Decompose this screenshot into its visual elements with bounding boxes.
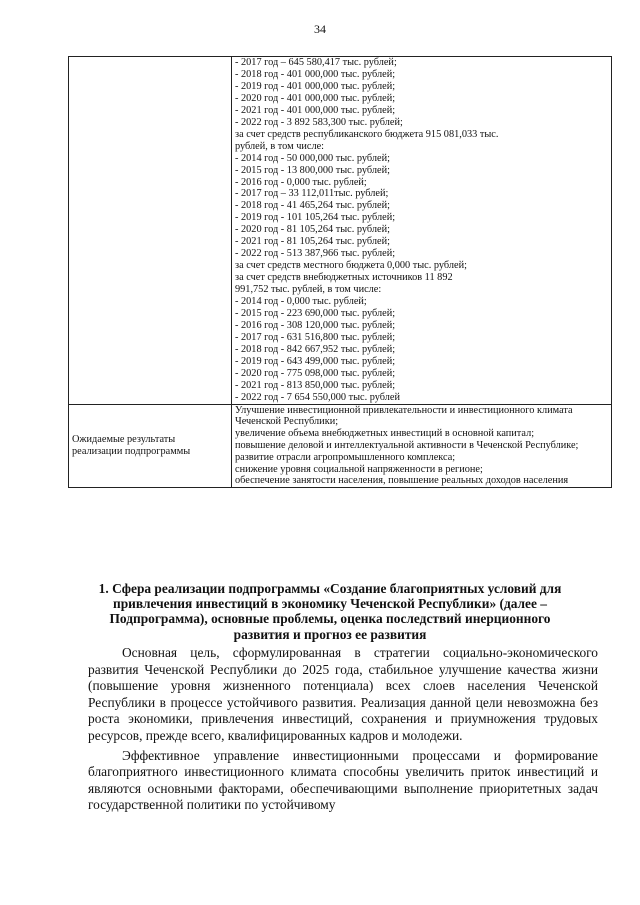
funding-line: рублей, в том числе: bbox=[235, 140, 325, 152]
funding-line: - 2018 год - 842 667,952 тыс. рублей; bbox=[235, 343, 396, 355]
funding-line: 991,752 тыс. рублей, в том числе: bbox=[235, 284, 382, 296]
funding-line: за счет средств республиканского бюджета 915 081,033 тыс. bbox=[235, 128, 499, 140]
subprogram-passport-table bbox=[68, 56, 612, 488]
funding-line: - 2015 год - 13 800,000 тыс. рублей; bbox=[235, 164, 390, 176]
body-paragraph: Основная цель, сформулированная в стратегии социально-экономического развития Чеченской Республики до 2025 года, стабильное улучшение качества жизни (повышение уровня жизненного потенциала) всех слоев населения Чеченской Республики в процессе устойчивого развития. Реализация данной цели невозможна без роста экономики, привлечения инвестиций, сохранения и приумножения трудовых ресурсов, прежде всего, квалифицированных кадров и молодежи. bbox=[88, 645, 598, 743]
funding-line: - 2018 год - 401 000,000 тыс. рублей; bbox=[235, 68, 396, 80]
funding-line: - 2019 год - 401 000,000 тыс. рублей; bbox=[235, 80, 396, 92]
funding-line: - 2020 год - 401 000,000 тыс. рублей; bbox=[235, 92, 396, 104]
funding-line: - 2016 год - 308 120,000 тыс. рублей; bbox=[235, 319, 396, 331]
expected-result-item: развитие отрасли агропромышленного комплекса; bbox=[235, 451, 456, 463]
expected-results-row bbox=[69, 404, 612, 488]
funding-line: - 2017 год - 631 516,800 тыс. рублей; bbox=[235, 331, 396, 343]
funding-row bbox=[69, 57, 612, 405]
funding-line: - 2018 год - 41 465,264 тыс. рублей; bbox=[235, 200, 390, 212]
funding-details-cell bbox=[232, 57, 612, 405]
funding-line: - 2014 год - 50 000,000 тыс. рублей; bbox=[235, 152, 390, 164]
funding-row-left-cell bbox=[69, 57, 232, 405]
expected-result-item: Улучшение инвестиционной привлекательности и инвестиционного климата Чеченской Республики; bbox=[235, 404, 573, 428]
funding-line: - 2021 год - 401 000,000 тыс. рублей; bbox=[235, 104, 396, 116]
section-heading: 1. Сфера реализации подпрограммы «Создание благоприятных условий для привлечения инвестиций в экономику Чеченской Республики» (далее – Подпрограмма), основные проблемы, оценка последствий инерционного развития и прогноз ее развития bbox=[98, 581, 562, 642]
funding-line: - 2017 год – 645 580,417 тыс. рублей; bbox=[235, 57, 397, 68]
funding-line: за счет средств внебюджетных источников 11 892 bbox=[235, 272, 453, 284]
funding-line: - 2020 год - 775 098,000 тыс. рублей; bbox=[235, 367, 396, 379]
expected-result-item: увеличение объема внебюджетных инвестиций в основной капитал; bbox=[235, 428, 535, 440]
funding-line: - 2019 год - 643 499,000 тыс. рублей; bbox=[235, 355, 396, 367]
expected-result-item: снижение уровня социальной напряженности в регионе; bbox=[235, 463, 483, 475]
section-body bbox=[88, 645, 598, 814]
funding-line: - 2022 год - 513 387,966 тыс. рублей; bbox=[235, 248, 396, 260]
funding-line: - 2014 год - 0,000 тыс. рублей; bbox=[235, 296, 367, 308]
funding-line: - 2021 год - 81 105,264 тыс. рублей; bbox=[235, 236, 390, 248]
expected-result-item: обеспечение занятости населения, повышение реальных доходов населения bbox=[235, 475, 569, 487]
body-paragraph: Эффективное управление инвестиционными процессами и формирование благоприятного инвестиционного климата способны увеличить приток инвестиций и являются основными факторами, обеспечивающими выполнение приоритетных задач государственной политики по устойчивому bbox=[88, 747, 598, 813]
funding-line: - 2017 год – 33 112,011тыс. рублей; bbox=[235, 188, 389, 200]
expected-result-item: повышение деловой и интеллектуальной активности в Чеченской Республике; bbox=[235, 440, 579, 452]
funding-line: - 2022 год - 3 892 583,300 тыс. рублей; bbox=[235, 116, 403, 128]
funding-line: - 2016 год - 0,000 тыс. рублей; bbox=[235, 176, 367, 188]
funding-line: - 2022 год - 7 654 550,000 тыс. рублей bbox=[235, 391, 400, 403]
expected-results-label: Ожидаемые результаты реализации подпрограммы bbox=[72, 434, 191, 457]
funding-line: - 2019 год - 101 105,264 тыс. рублей; bbox=[235, 212, 396, 224]
expected-results-cell bbox=[232, 404, 612, 488]
funding-line: за счет средств местного бюджета 0,000 тыс. рублей; bbox=[235, 260, 467, 272]
expected-results-label-cell bbox=[69, 404, 232, 488]
funding-line: - 2021 год - 813 850,000 тыс. рублей; bbox=[235, 379, 396, 391]
funding-line: - 2015 год - 223 690,000 тыс. рублей; bbox=[235, 308, 396, 320]
page-number: 34 bbox=[314, 22, 326, 36]
funding-line: - 2020 год - 81 105,264 тыс. рублей; bbox=[235, 224, 390, 236]
